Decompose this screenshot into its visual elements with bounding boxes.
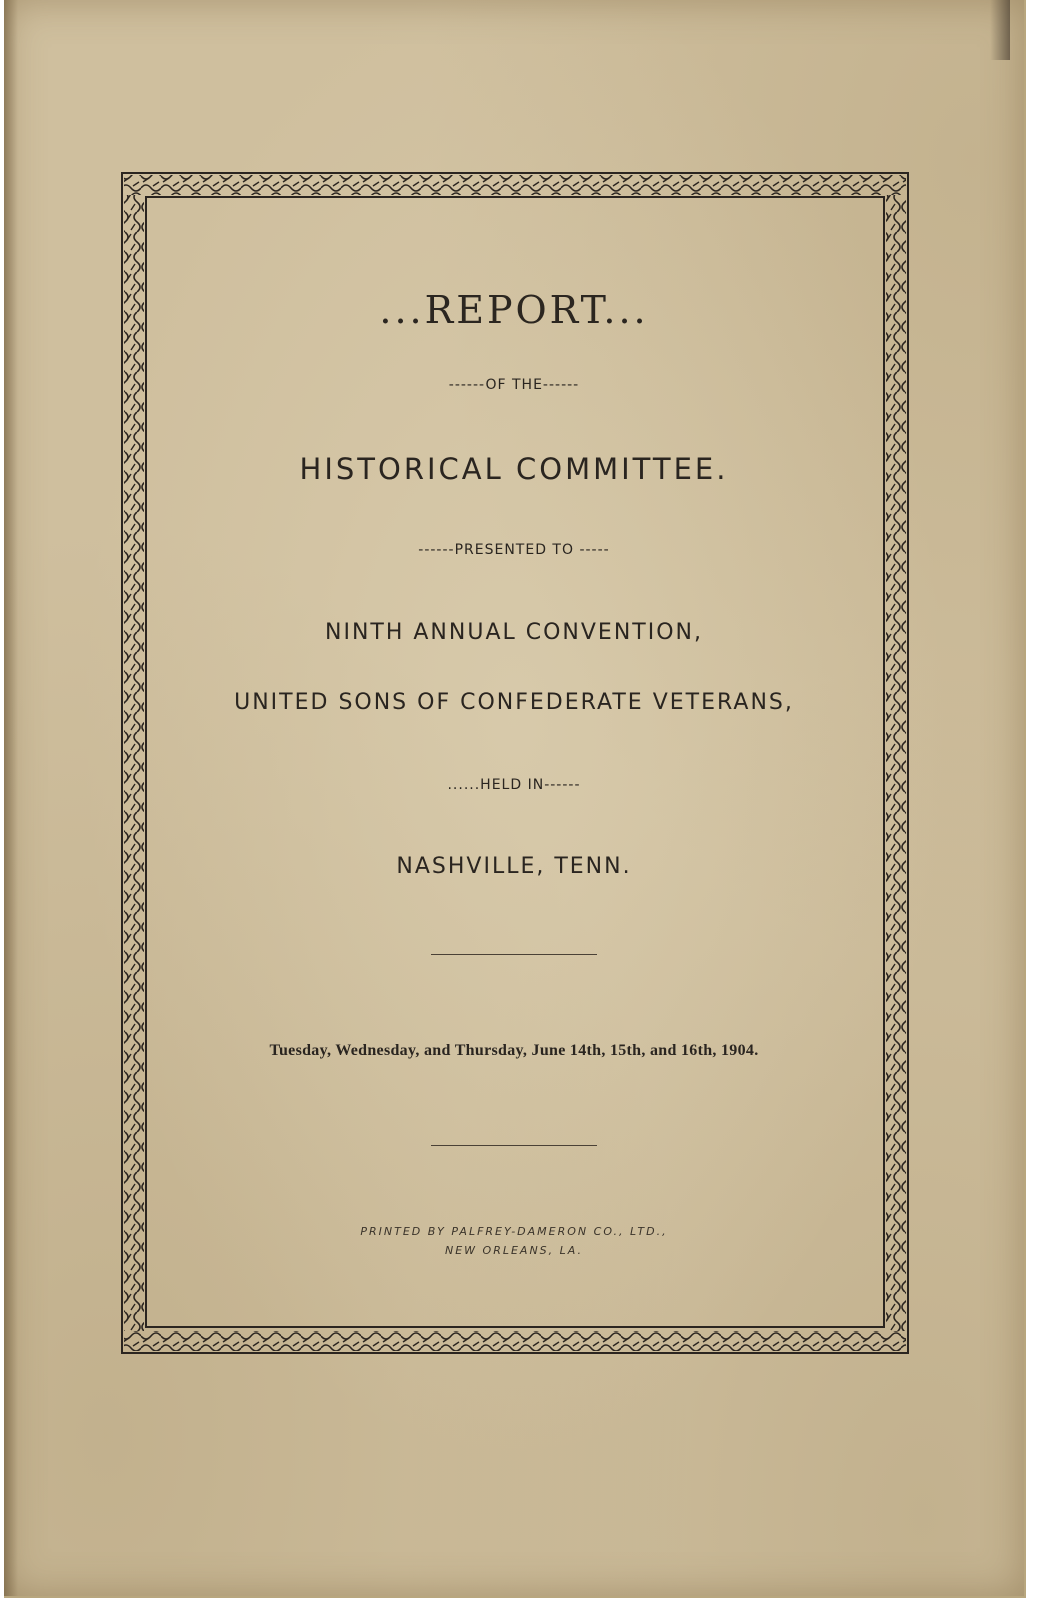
location-heading: NASHVILLE, TENN. (396, 854, 632, 879)
printer-imprint (4, 1222, 1024, 1260)
divider-rule (431, 954, 597, 955)
printer-line-2: NEW ORLEANS, LA. (444, 1244, 583, 1257)
corner-shadow (990, 0, 1010, 60)
printer-line-1: PRINTED BY PALFREY-DAMERON CO., LTD., (360, 1225, 668, 1238)
of-the-line: ------OF THE------ (448, 377, 580, 393)
divider-rule (431, 1145, 597, 1146)
committee-heading: HISTORICAL COMMITTEE. (299, 452, 729, 486)
presented-to-line: ------PRESENTED TO ----- (418, 542, 610, 558)
spine-shadow (4, 0, 18, 1596)
report-title: ...REPORT... (379, 288, 649, 332)
booklet-cover (4, 0, 1026, 1598)
held-in-line: ......HELD IN------ (447, 777, 581, 793)
ornamental-border (121, 172, 909, 1354)
organization-heading: UNITED SONS OF CONFEDERATE VETERANS, (234, 690, 794, 715)
convention-heading: NINTH ANNUAL CONVENTION, (325, 620, 703, 645)
convention-dates: Tuesday, Wednesday, and Thursday, June 14th, 15th, and 16th, 1904. (269, 1042, 759, 1059)
